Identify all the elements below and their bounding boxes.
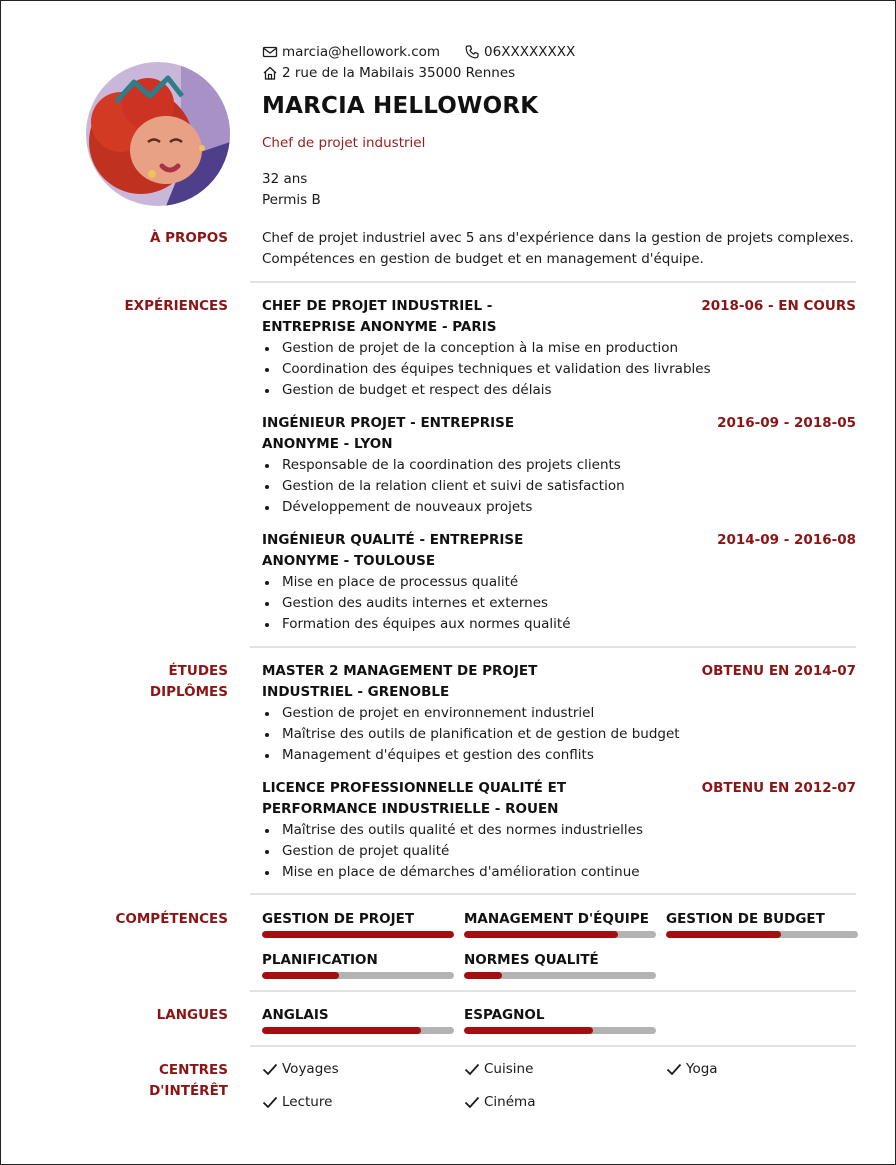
job-title: Chef de projet industriel xyxy=(262,135,426,151)
entry-date: OBTENU EN 2012-07 xyxy=(701,780,856,796)
list-item: Maîtrise des outils de planification et de gestion de budget xyxy=(262,724,856,745)
check-icon xyxy=(464,1062,480,1076)
check-icon xyxy=(666,1062,682,1076)
list-item: Gestion de projet en environnement industriel xyxy=(262,703,856,724)
list-item: Mise en place de démarches d'amélioration continue xyxy=(262,862,856,883)
divider xyxy=(250,990,856,992)
skill-bar-fill xyxy=(262,931,454,938)
language-bar-fill xyxy=(262,1027,421,1034)
candidate-name: MARCIA HELLOWORK xyxy=(262,93,539,119)
entry-bullets xyxy=(262,572,856,635)
phone-text[interactable]: 06XXXXXXXX xyxy=(484,44,576,60)
entry-title: CHEF DE PROJET INDUSTRIEL - ENTREPRISE ANONYME - PARIS xyxy=(262,298,497,335)
experience-entry xyxy=(262,296,856,401)
entry-bullets xyxy=(262,703,856,766)
list-item: Management d'équipes et gestion des conflits xyxy=(262,745,856,766)
skills-label: COMPÉTENCES xyxy=(115,911,228,927)
entry-title: INGÉNIEUR PROJET - ENTREPRISE ANONYME - LYON xyxy=(262,415,515,452)
interest-label: Cuisine xyxy=(484,1061,534,1077)
language-item xyxy=(464,1005,656,1034)
about-label: À PROPOS xyxy=(149,230,228,246)
language-bar xyxy=(464,1027,656,1034)
interest-item xyxy=(666,1061,718,1077)
entry-title: LICENCE PROFESSIONNELLE QUALITÉ ET PERFORMANCE INDUSTRIELLE - ROUEN xyxy=(262,780,567,817)
email-text[interactable]: marcia@hellowork.com xyxy=(282,44,441,60)
interest-label: Voyages xyxy=(282,1061,339,1077)
address-text: 2 rue de la Mabilais 35000 Rennes xyxy=(282,65,516,81)
divider xyxy=(250,646,856,648)
list-item: Gestion de budget et respect des délais xyxy=(262,380,856,401)
skill-bar-fill xyxy=(464,972,502,979)
check-icon xyxy=(464,1095,480,1109)
list-item: Maîtrise des outils qualité et des normes industrielles xyxy=(262,820,856,841)
skill-bar xyxy=(262,931,454,938)
language-item xyxy=(262,1005,454,1034)
skill-name: MANAGEMENT D'ÉQUIPE xyxy=(464,911,649,927)
list-item: Développement de nouveaux projets xyxy=(262,497,856,518)
skill-name: PLANIFICATION xyxy=(262,952,378,968)
avatar xyxy=(86,62,230,206)
phone-icon xyxy=(464,44,480,60)
interest-label: Lecture xyxy=(282,1094,333,1110)
home-icon xyxy=(262,65,278,81)
entry-date: 2018-06 - EN COURS xyxy=(701,298,856,314)
address-line xyxy=(262,65,515,81)
language-name: ANGLAIS xyxy=(262,1007,329,1023)
experience-entry xyxy=(262,530,856,635)
education-entry xyxy=(262,778,856,883)
divider xyxy=(250,893,856,895)
skill-name: GESTION DE BUDGET xyxy=(666,911,825,927)
list-item: Gestion des audits internes et externes xyxy=(262,593,856,614)
skill-item xyxy=(464,950,656,979)
divider xyxy=(250,281,856,283)
education-label: ÉTUDES DIPLÔMES xyxy=(149,663,228,700)
list-item: Mise en place de processus qualité xyxy=(262,572,856,593)
divider xyxy=(250,1045,856,1047)
skill-bar xyxy=(666,931,858,938)
skill-name: GESTION DE PROJET xyxy=(262,911,415,927)
experience-entry xyxy=(262,413,856,518)
education-entry xyxy=(262,661,856,766)
interest-item xyxy=(464,1094,535,1110)
languages-label: LANGUES xyxy=(156,1007,228,1023)
skill-bar-fill xyxy=(262,972,339,979)
interests-label: CENTRES D'INTÉRÊT xyxy=(149,1062,228,1099)
language-name: ESPAGNOL xyxy=(464,1007,545,1023)
skill-item xyxy=(666,909,858,938)
skill-item xyxy=(262,950,454,979)
interest-label: Yoga xyxy=(686,1061,718,1077)
check-icon xyxy=(262,1062,278,1076)
entry-bullets xyxy=(262,455,856,518)
skill-bar-fill xyxy=(464,931,618,938)
skill-bar-fill xyxy=(666,931,781,938)
skill-item xyxy=(262,909,454,938)
skill-bar xyxy=(464,972,656,979)
list-item: Responsable de la coordination des projets clients xyxy=(262,455,856,476)
check-icon xyxy=(262,1095,278,1109)
list-item: Gestion de la relation client et suivi de satisfaction xyxy=(262,476,856,497)
email-line xyxy=(262,44,575,60)
entry-title: INGÉNIEUR QUALITÉ - ENTREPRISE ANONYME - TOULOUSE xyxy=(262,532,524,569)
entry-date: 2014-09 - 2016-08 xyxy=(717,532,856,548)
entry-bullets xyxy=(262,338,856,401)
list-item: Gestion de projet de la conception à la mise en production xyxy=(262,338,856,359)
mail-icon xyxy=(262,44,278,60)
entry-bullets xyxy=(262,820,856,883)
skill-bar xyxy=(464,931,656,938)
entry-title: MASTER 2 MANAGEMENT DE PROJET INDUSTRIEL - GRENOBLE xyxy=(262,663,538,700)
interest-label: Cinéma xyxy=(484,1094,536,1110)
skill-name: NORMES QUALITÉ xyxy=(464,952,599,968)
age: 32 ans xyxy=(262,171,308,187)
entry-date: 2016-09 - 2018-05 xyxy=(717,415,856,431)
about-text: Chef de projet industriel avec 5 ans d'expérience dans la gestion de projets complexes. Compétences en gestion de budget et en management d'équipe. xyxy=(262,230,854,267)
skill-item xyxy=(464,909,656,938)
interest-item xyxy=(262,1061,339,1077)
entry-date: OBTENU EN 2014-07 xyxy=(701,663,856,679)
language-bar-fill xyxy=(464,1027,593,1034)
experiences-label: EXPÉRIENCES xyxy=(124,298,228,314)
interest-item xyxy=(262,1094,332,1110)
list-item: Formation des équipes aux normes qualité xyxy=(262,614,856,635)
language-bar xyxy=(262,1027,454,1034)
list-item: Gestion de projet qualité xyxy=(262,841,856,862)
skill-bar xyxy=(262,972,454,979)
driving-license: Permis B xyxy=(262,192,321,208)
interest-item xyxy=(464,1061,533,1077)
list-item: Coordination des équipes techniques et validation des livrables xyxy=(262,359,856,380)
